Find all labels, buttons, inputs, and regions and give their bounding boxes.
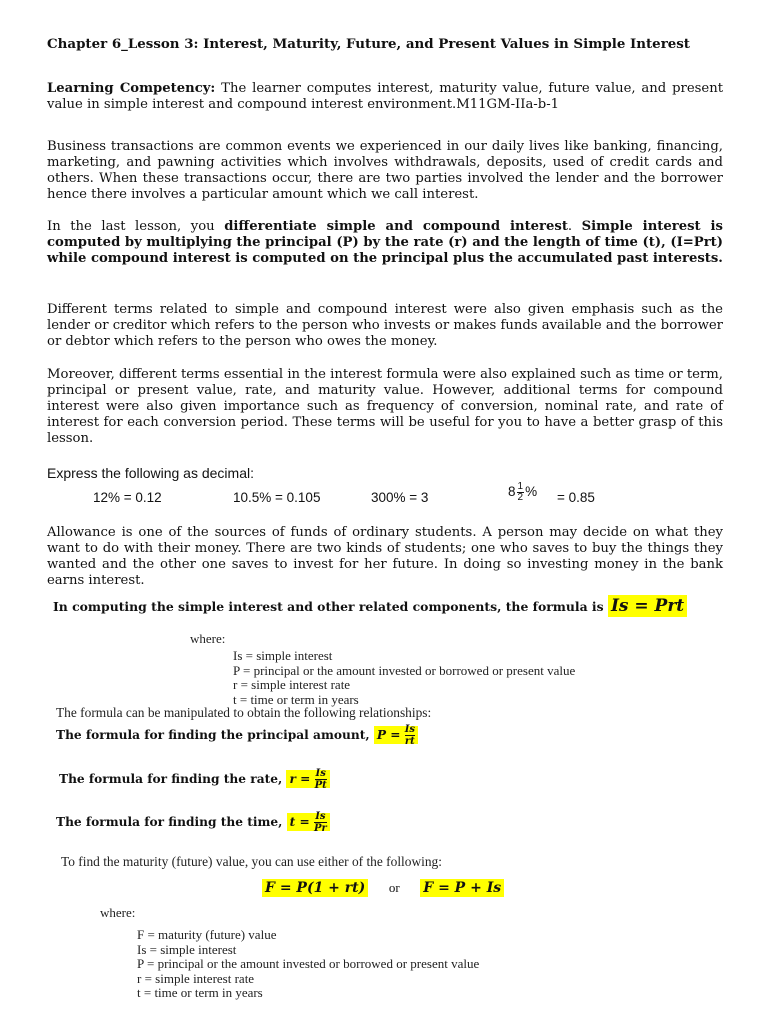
def-maturity-value: F = maturity (future) value [137,927,277,942]
rate-den: Pt [314,780,327,791]
decimal-4-value: = 0.85 [557,490,595,505]
decimal-3: 300% = 3 [371,490,429,505]
time-fraction [314,811,327,834]
principal-num: Is [404,724,415,735]
competency-label: Learning Competency: [47,81,216,96]
para2-bold-b: Simple interest is computed by multiplying the principal (P) by the rate (r) and the length of time (t), (I=Prt) while compound interest is computed on the principal plus the accumulated past interests. [47,219,723,266]
decimal-4 [508,482,537,503]
rate-fraction [315,768,327,791]
decimal-4-pct: % [525,484,538,500]
paragraph-allowance: Allowance is one of the sources of funds of ordinary students. A person may decide on what they want to do with their money. There are two kinds of students; one who saves to buy the things they wanted and the other one saves to invest for her future. In doing so investing money in the bank earns interest. [47,525,723,588]
rate-label: The formula for finding the rate, [59,772,283,786]
def-rate-2: r = simple interest rate [137,970,255,986]
decimal-4-fraction [517,482,525,503]
decimal-2: 10.5% = 0.105 [233,490,321,505]
principal-fraction [405,724,415,747]
time-formula [287,811,330,834]
principal-label: The formula for finding the principal amount, [56,728,370,742]
decimal-1: 12% = 0.12 [93,490,162,505]
paragraph-terms: Different terms related to simple and compound interest were also given emphasis such as the lender or creditor which refers to the person who invests or makes funds available and the borrower or debtor which refers to the person who owes the money. [47,302,723,349]
def-simple-interest-2: Is = simple interest [137,941,237,957]
decimal-4-whole: 8 [508,484,516,500]
competency-text: The learner computes interest, maturity value, future value, and present value in simple interest and compound interest environment.M11GM-IIa-b-1 [47,81,723,112]
paragraph-moreover: Moreover, different terms essential in the interest formula were also explained such as time or term, principal or present value, rate, and maturity value. However, additional terms for compound interest were also given importance such as frequency of conversion, nominal rate, and rate of interest for each conversion period. These terms will be useful for you to have a better grasp of this lesson. [47,367,723,446]
where-label-1: where: [190,631,226,646]
page-title: Chapter 6_Lesson 3: Interest, Maturity, Future, and Present Values in Simple Interest [47,36,690,52]
time-den: Pr [314,823,327,834]
definitions-2 [137,928,479,1001]
def-rate: r = simple interest rate [233,677,351,692]
time-label: The formula for finding the time, [56,815,283,829]
def-time: t = time or term in years [233,691,359,707]
formula-main: Is = Prt [608,595,687,617]
time-lhs: t = [289,815,310,829]
paragraph-last-lesson [47,219,723,267]
definitions-1 [233,649,575,707]
where-label-2: where: [100,905,136,920]
principal-den: rt [404,736,415,747]
principal-formula-row [56,724,418,747]
formula-intro [53,596,743,616]
rate-num: Is [315,768,326,779]
def-simple-interest: Is = simple interest [233,648,333,663]
frac-den: 2 [517,492,524,503]
time-formula-row [56,811,330,834]
def-principal-2: P = principal or the amount invested or borrowed or present value [137,956,480,971]
learning-competency [47,81,723,113]
maturity-formula-1: F = P(1 + rt) [262,879,368,897]
rate-formula [286,768,329,791]
def-principal: P = principal or the amount invested or borrowed or present value [233,662,576,678]
def-time-2: t = time or term in years [137,985,263,1000]
para2-bold-a: differentiate simple and compound interest [224,219,568,234]
maturity-or: or [388,880,400,895]
time-num: Is [315,811,326,822]
paragraph-business: Business transactions are common events we experienced in our daily lives like banking, financing, marketing, and pawning activities which involves withdrawals, deposits, used of credit cards and others. When these transactions occur, there are two parties involved the lender and the borrower hence there involves a particular amount which we call interest. [47,139,723,202]
principal-lhs: P = [376,728,401,742]
para2-a: In the last lesson, you [47,219,225,234]
principal-formula [374,724,418,747]
rate-formula-row [59,768,330,791]
rate-lhs: r = [289,772,311,786]
manipulated-text: The formula can be manipulated to obtain the following relationships: [56,705,432,720]
maturity-formula-2: F = P + Is [420,879,504,897]
maturity-intro: To find the maturity (future) value, you can use either of the following: [61,854,442,869]
frac-num: 1 [517,481,524,492]
maturity-formulas [262,880,504,896]
formula-intro-text: In computing the simple interest and other related components, the formula is [53,599,604,614]
para2-c: . [567,219,582,234]
express-heading: Express the following as decimal: [47,465,254,481]
